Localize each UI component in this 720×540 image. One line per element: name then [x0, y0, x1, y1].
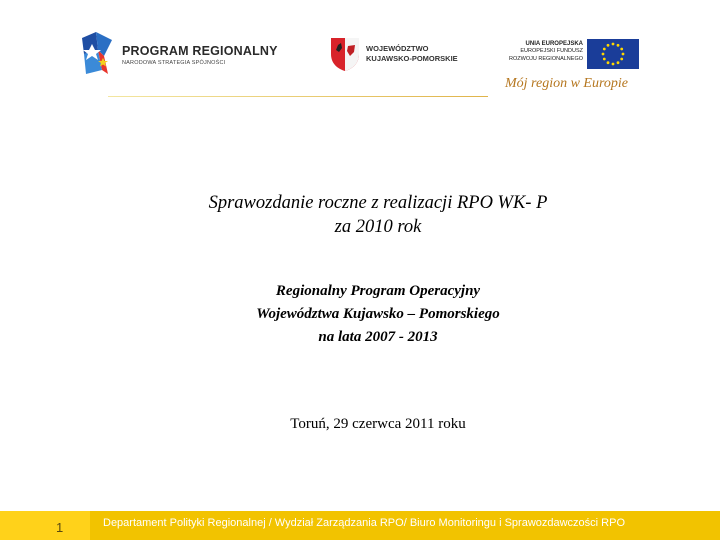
eu-logo-line2: EUROPEJSKI FUNDUSZ: [520, 48, 583, 55]
region-logo-line2: KUJAWSKO-POMORSKIE: [366, 54, 458, 63]
presentation-date: Toruń, 29 czerwca 2011 roku: [290, 416, 466, 432]
program-logo-subtitle: NARODOWA STRATEGIA SPÓJNOŚCI: [122, 60, 226, 66]
eu-logo-line1: UNIA EUROPEJSKA: [525, 41, 583, 47]
footer-bar: [0, 511, 720, 540]
page-number-box: [0, 511, 90, 540]
header-divider: [108, 96, 488, 97]
region-coat-of-arms-icon: [328, 36, 362, 72]
program-subtitle: [0, 280, 720, 349]
subtitle-line-2: Województwa Kujawsko – Pomorskiego: [256, 306, 500, 322]
slogan: Mój region w Europie: [505, 76, 629, 91]
eu-logo-text: [505, 41, 583, 63]
region-logo: [328, 36, 468, 72]
footer-department-text: Departament Polityki Regionalnej / Wydział Zarządzania RPO/ Biuro Monitoringu i Sprawozdawczości RPO: [103, 517, 626, 529]
region-logo-line1: WOJEWÓDZTWO: [366, 44, 429, 53]
program-logo-name: PROGRAM REGIONALNY: [122, 44, 278, 58]
title-line-1: Sprawozdanie roczne z realizacji RPO WK- P: [208, 193, 548, 213]
subtitle-line-1: Regionalny Program Operacyjny: [275, 283, 481, 299]
page-title: [0, 191, 720, 239]
page-number: 1: [56, 520, 64, 535]
eu-flag-icon: [587, 39, 639, 69]
program-logo-icon: [78, 30, 118, 78]
title-line-2: za 2010 rok: [334, 217, 422, 237]
eu-logo-line3: ROZWOJU REGIONALNEGO: [509, 55, 583, 62]
eu-logo: [505, 38, 637, 72]
program-regionalny-logo: [78, 30, 278, 78]
subtitle-line-3: na lata 2007 - 2013: [318, 329, 438, 345]
